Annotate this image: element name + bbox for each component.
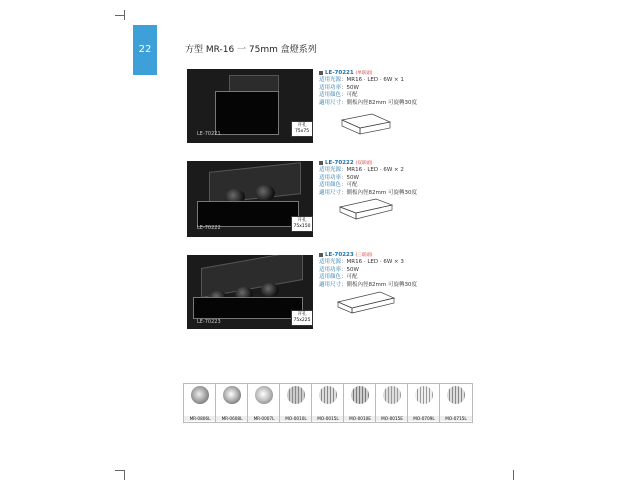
product-spec: LE-70222 (双联頭) 适用光源：MR16 · LED · 6W × 2 适用功率：50W 适用顏色：可配 適用尺寸：側板內徑82mm 可旋轉30度 (319, 160, 417, 196)
lamp-item: MO-0010E (343, 383, 377, 423)
cutout-size: 开孔 75x75 (291, 121, 313, 137)
lamp-icon (319, 161, 323, 165)
spec-line: 适用功率：50W (319, 174, 359, 181)
spec-line: 适用功率：50W (319, 84, 359, 91)
lamp-icon (319, 253, 323, 257)
lamp-icon (319, 71, 323, 75)
lamp-item: MR-0608L (215, 383, 249, 423)
photo-label: LE-70221 (197, 131, 221, 137)
lamp-bulb-icon (287, 386, 305, 404)
lamp-bulb-icon (223, 386, 241, 404)
lamp-item: MR-0007L (247, 383, 281, 423)
lamp-bulb-icon (383, 386, 401, 404)
crop-mark (115, 470, 125, 471)
spec-line: 適用尺寸：側板內徑82mm 可旋轉30度 (319, 99, 417, 106)
spec-line: 適用尺寸：側板內徑82mm 可旋轉30度 (319, 189, 417, 196)
product-photo (187, 69, 313, 143)
photo-label: LE-70222 (197, 225, 221, 231)
dimension-drawing (336, 110, 396, 140)
lamp-bulb-icon (319, 386, 337, 404)
spec-line: 适用光源：MR16 · LED · 6W × 2 (319, 167, 404, 174)
cutout-size: 开孔 75x225 (291, 310, 313, 326)
lamp-cell (261, 283, 279, 297)
dimension-drawing (336, 288, 396, 318)
crop-mark (513, 470, 514, 480)
photo-label: LE-70223 (197, 319, 221, 325)
product-photo (187, 255, 313, 329)
lamp-bulb-icon (351, 386, 369, 404)
lamp-bulb-icon (191, 386, 209, 404)
crop-mark (124, 470, 125, 480)
lamp-item: MO-0709L (407, 383, 441, 423)
lamp-bulb-icon (415, 386, 433, 404)
crop-mark (115, 15, 125, 16)
lamp-bulb-icon (447, 386, 465, 404)
fixture-trim (193, 297, 303, 319)
cutout-size: 开孔 75x150 (291, 216, 313, 232)
lamp-cell (255, 185, 275, 201)
lamp-item: MO-0010L (279, 383, 313, 423)
spec-line: 适用功率：50W (319, 266, 359, 273)
product-spec: LE-70221 (单联頭) 适用光源：MR16 · LED · 6W × 1 适用功率：50W 适用顏色：可配 適用尺寸：側板內徑82mm 可旋轉30度 (319, 70, 417, 106)
lamp-item: MO-0715L (439, 383, 473, 423)
lamp-strip (183, 383, 469, 421)
spec-line: 适用光源：MR16 · LED · 6W × 1 (319, 77, 404, 84)
fixture-housing (209, 162, 301, 204)
lamp-item: MO-0015E (375, 383, 409, 423)
dimension-drawing (336, 195, 396, 225)
fixture-trim (215, 91, 279, 135)
spec-line: 适用顏色：可配 (319, 274, 358, 281)
spec-line: 适用顏色：可配 (319, 92, 358, 99)
page-title: 方型 MR-16 一 75mm 盒燈系列 (185, 45, 317, 55)
page-number: 22 (138, 44, 152, 55)
fixture-trim (197, 201, 299, 227)
lamp-item: MO-0015L (311, 383, 345, 423)
lamp-bulb-icon (255, 386, 273, 404)
lamp-item: MR-0806L (183, 383, 217, 423)
spec-line: 适用光源：MR16 · LED · 6W × 3 (319, 259, 404, 266)
spec-line: 适用顏色：可配 (319, 182, 358, 189)
product-spec: LE-70223 (三联頭) 适用光源：MR16 · LED · 6W × 3 适用功率：50W 适用顏色：可配 適用尺寸：側板內徑82mm 可旋轉30度 (319, 252, 417, 288)
product-photo (187, 161, 313, 237)
spec-line: 適用尺寸：側板內徑82mm 可旋轉30度 (319, 281, 417, 288)
